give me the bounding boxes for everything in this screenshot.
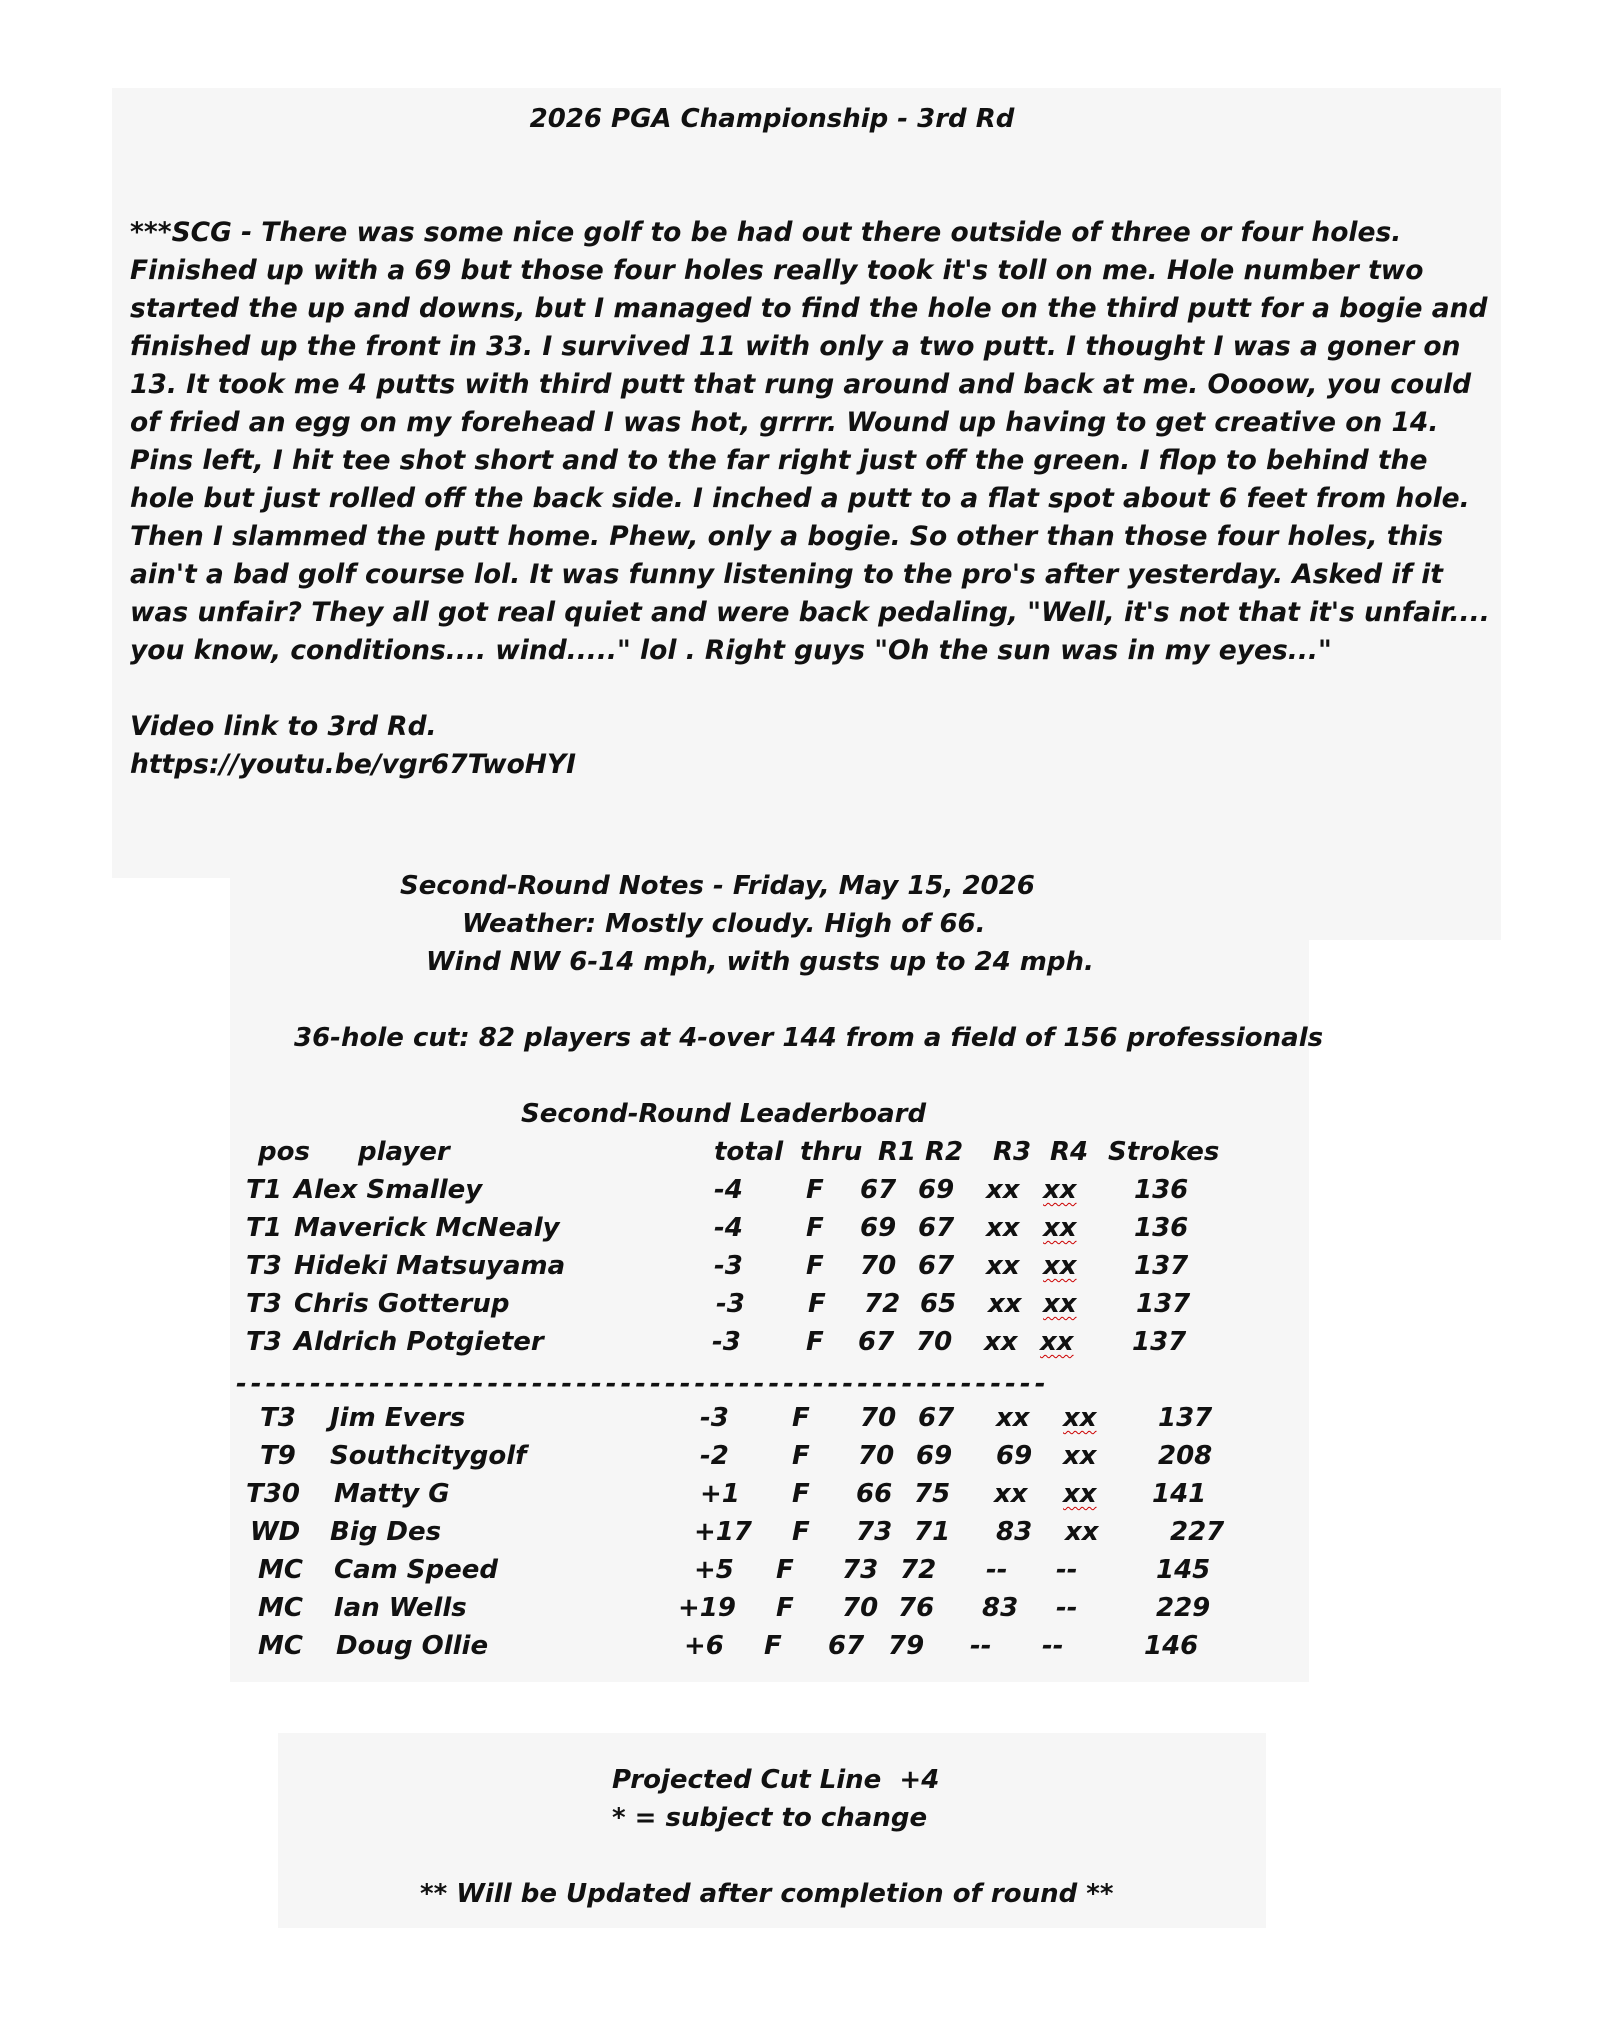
row-r3: 83 bbox=[996, 1517, 1033, 1547]
row-r2: 71 bbox=[914, 1517, 951, 1547]
header-pos: pos bbox=[258, 1137, 310, 1167]
row-thru: F bbox=[792, 1403, 810, 1433]
row-pos: T9 bbox=[260, 1441, 296, 1471]
header-thru: thru bbox=[800, 1137, 863, 1167]
row-r3: 83 bbox=[982, 1593, 1019, 1623]
video-label: Video link to 3rd Rd. bbox=[130, 711, 437, 742]
row-pos: MC bbox=[258, 1593, 303, 1623]
header-player: player bbox=[358, 1137, 450, 1167]
row-r1: 69 bbox=[860, 1213, 897, 1243]
row-r4: xx bbox=[1043, 1213, 1077, 1243]
row-r1: 67 bbox=[858, 1327, 895, 1357]
video-link[interactable]: https://youtu.be/vgr67TwoHYI bbox=[130, 749, 576, 780]
row-thru: F bbox=[776, 1593, 794, 1623]
table-row bbox=[0, 1247, 1189, 1285]
row-r1: 67 bbox=[860, 1175, 897, 1205]
table-row bbox=[0, 1475, 1207, 1513]
row-pos: WD bbox=[250, 1517, 301, 1547]
row-r3: 69 bbox=[996, 1441, 1033, 1471]
row-pos: T3 bbox=[246, 1289, 282, 1319]
row-strokes: 136 bbox=[1134, 1213, 1189, 1243]
row-player: Big Des bbox=[330, 1517, 442, 1547]
table-row bbox=[0, 1627, 1199, 1665]
row-player: Aldrich Potgieter bbox=[294, 1327, 544, 1357]
row-r2: 67 bbox=[918, 1213, 955, 1243]
row-r2: 75 bbox=[914, 1479, 951, 1509]
row-total: -3 bbox=[700, 1403, 729, 1433]
table-row bbox=[0, 1437, 1213, 1475]
row-strokes: 137 bbox=[1158, 1403, 1213, 1433]
row-strokes: 229 bbox=[1156, 1593, 1211, 1623]
update-notice: ** Will be Updated after completion of round ** bbox=[420, 1879, 1114, 1909]
row-pos: T3 bbox=[246, 1327, 282, 1357]
row-player: Hideki Matsuyama bbox=[294, 1251, 566, 1281]
row-pos: T3 bbox=[260, 1403, 296, 1433]
row-r2: 67 bbox=[918, 1403, 955, 1433]
row-r2: 79 bbox=[888, 1631, 925, 1661]
row-r4: xx bbox=[1063, 1403, 1097, 1433]
row-player: Matty G bbox=[334, 1479, 450, 1509]
notes-wind: Wind NW 6-14 mph, with gusts up to 24 mph. bbox=[426, 947, 1094, 977]
header-r1: R1 bbox=[878, 1137, 917, 1167]
row-total: -3 bbox=[714, 1251, 743, 1281]
row-total: -3 bbox=[712, 1327, 741, 1357]
row-r3: xx bbox=[986, 1251, 1020, 1281]
row-thru: F bbox=[806, 1213, 824, 1243]
leaderboard-header bbox=[0, 1133, 1220, 1171]
row-r1: 73 bbox=[842, 1555, 879, 1585]
row-r4: xx bbox=[1040, 1327, 1074, 1357]
row-r4: xx bbox=[1063, 1441, 1097, 1471]
table-row bbox=[0, 1209, 1189, 1247]
header-total: total bbox=[714, 1137, 784, 1167]
row-strokes: 145 bbox=[1156, 1555, 1211, 1585]
row-total: +5 bbox=[694, 1555, 734, 1585]
table-row bbox=[0, 1323, 1187, 1361]
row-r4: -- bbox=[1042, 1631, 1064, 1661]
row-player: Cam Speed bbox=[334, 1555, 498, 1585]
row-r4: -- bbox=[1056, 1555, 1078, 1585]
row-thru: F bbox=[806, 1251, 824, 1281]
row-thru: F bbox=[792, 1479, 810, 1509]
row-total: -4 bbox=[714, 1213, 743, 1243]
row-r4: xx bbox=[1043, 1175, 1077, 1205]
row-pos: MC bbox=[258, 1555, 303, 1585]
row-r2: 69 bbox=[918, 1175, 955, 1205]
row-thru: F bbox=[808, 1289, 826, 1319]
row-r1: 66 bbox=[856, 1479, 893, 1509]
row-r2: 76 bbox=[898, 1593, 935, 1623]
row-player: Jim Evers bbox=[330, 1403, 466, 1433]
row-thru: F bbox=[806, 1175, 824, 1205]
row-strokes: 137 bbox=[1132, 1327, 1187, 1357]
row-total: -3 bbox=[716, 1289, 745, 1319]
row-r3: -- bbox=[986, 1555, 1008, 1585]
row-total: +1 bbox=[700, 1479, 740, 1509]
row-r2: 65 bbox=[920, 1289, 957, 1319]
row-pos: MC bbox=[258, 1631, 303, 1661]
row-thru: F bbox=[764, 1631, 782, 1661]
row-r1: 70 bbox=[860, 1403, 897, 1433]
row-r4: xx bbox=[1043, 1251, 1077, 1281]
table-row bbox=[0, 1589, 1211, 1627]
row-r4: xx bbox=[1065, 1517, 1099, 1547]
leaderboard-divider: ------------------------------------------------------- bbox=[236, 1369, 1050, 1399]
row-r4: xx bbox=[1063, 1479, 1097, 1509]
row-player: Maverick McNealy bbox=[294, 1213, 560, 1243]
row-r1: 72 bbox=[864, 1289, 901, 1319]
row-strokes: 146 bbox=[1144, 1631, 1199, 1661]
row-pos: T1 bbox=[246, 1213, 282, 1243]
row-r2: 72 bbox=[900, 1555, 937, 1585]
round-report bbox=[130, 214, 1500, 784]
row-r3: -- bbox=[970, 1631, 992, 1661]
subject-to-change: * = subject to change bbox=[612, 1803, 928, 1833]
report-paragraph: ***SCG - There was some nice golf to be had out there outside of three or four holes. Finished up with a 69 but those four holes really took it's toll on me. Hole number two started the up and downs, but I managed to find the hole on the third putt for a bogie and finished up the front in 33. I survived 11 with only a two putt. I thought I was a goner on 13. It took me 4 putts with third putt that rung around and back at me. Oooow, you could of fried an egg on my forehead I was hot, grrrr. Wound up having to get creative on 14. Pins left, I hit tee shot short and to the far right just off the green. I flop to behind the hole but just rolled off the back side. I inched a putt to a flat spot about 6 feet from hole. Then I slammed the putt home. Phew, only a bogie. So other than those four holes, this ain't a bad golf course lol. It was funny listening to the pro's after yesterday. Asked if it was unfair? They all got real quiet and were back pedaling, "Well, it's not that it's unfair.... you know, conditions.... wind....." lol . Right guys "Oh the sun was in my eyes..." bbox=[130, 217, 1490, 666]
table-row bbox=[0, 1399, 1213, 1437]
row-r4: xx bbox=[1043, 1289, 1077, 1319]
row-thru: F bbox=[806, 1327, 824, 1357]
notes-cut: 36-hole cut: 82 players at 4-over 144 from a field of 156 professionals bbox=[294, 1023, 1324, 1053]
row-r4: -- bbox=[1056, 1593, 1078, 1623]
row-r1: 67 bbox=[828, 1631, 865, 1661]
row-strokes: 136 bbox=[1134, 1175, 1189, 1205]
row-r3: xx bbox=[986, 1213, 1020, 1243]
row-r3: xx bbox=[984, 1327, 1018, 1357]
row-total: -4 bbox=[714, 1175, 743, 1205]
table-row bbox=[0, 1551, 1211, 1589]
row-strokes: 208 bbox=[1158, 1441, 1213, 1471]
row-r3: xx bbox=[994, 1479, 1028, 1509]
page-title: 2026 PGA Championship - 3rd Rd bbox=[529, 104, 1015, 134]
header-strokes: Strokes bbox=[1108, 1137, 1220, 1167]
row-total: -2 bbox=[700, 1441, 729, 1471]
row-player: Ian Wells bbox=[334, 1593, 467, 1623]
row-r3: xx bbox=[996, 1403, 1030, 1433]
row-r2: 67 bbox=[918, 1251, 955, 1281]
row-strokes: 141 bbox=[1152, 1479, 1207, 1509]
row-total: +6 bbox=[684, 1631, 724, 1661]
row-r2: 70 bbox=[916, 1327, 953, 1357]
row-strokes: 137 bbox=[1134, 1251, 1189, 1281]
header-r2: R2 bbox=[925, 1137, 964, 1167]
row-player: Chris Gotterup bbox=[294, 1289, 510, 1319]
row-pos: T3 bbox=[246, 1251, 282, 1281]
row-strokes: 227 bbox=[1170, 1517, 1225, 1547]
row-r1: 70 bbox=[860, 1251, 897, 1281]
projected-cut-line: Projected Cut Line +4 bbox=[612, 1765, 940, 1795]
row-thru: F bbox=[792, 1441, 810, 1471]
table-row bbox=[0, 1513, 1225, 1551]
row-r3: xx bbox=[988, 1289, 1022, 1319]
row-r1: 70 bbox=[858, 1441, 895, 1471]
row-player: Doug Ollie bbox=[336, 1631, 489, 1661]
notes-heading: Second-Round Notes - Friday, May 15, 2026 bbox=[400, 871, 1035, 901]
row-total: +17 bbox=[694, 1517, 752, 1547]
row-pos: T1 bbox=[246, 1175, 282, 1205]
row-pos: T30 bbox=[246, 1479, 300, 1509]
row-thru: F bbox=[792, 1517, 810, 1547]
row-thru: F bbox=[776, 1555, 794, 1585]
row-player: Southcitygolf bbox=[330, 1441, 527, 1471]
header-r4: R4 bbox=[1050, 1137, 1089, 1167]
table-row bbox=[0, 1171, 1189, 1209]
table-row bbox=[0, 1285, 1191, 1323]
row-strokes: 137 bbox=[1136, 1289, 1191, 1319]
notes-weather: Weather: Mostly cloudy. High of 66. bbox=[462, 909, 986, 939]
row-player: Alex Smalley bbox=[294, 1175, 483, 1205]
row-r1: 73 bbox=[856, 1517, 893, 1547]
row-r1: 70 bbox=[842, 1593, 879, 1623]
row-r3: xx bbox=[986, 1175, 1020, 1205]
leaderboard-title: Second-Round Leaderboard bbox=[521, 1099, 927, 1129]
row-total: +19 bbox=[678, 1593, 736, 1623]
row-r2: 69 bbox=[916, 1441, 953, 1471]
header-r3: R3 bbox=[993, 1137, 1032, 1167]
